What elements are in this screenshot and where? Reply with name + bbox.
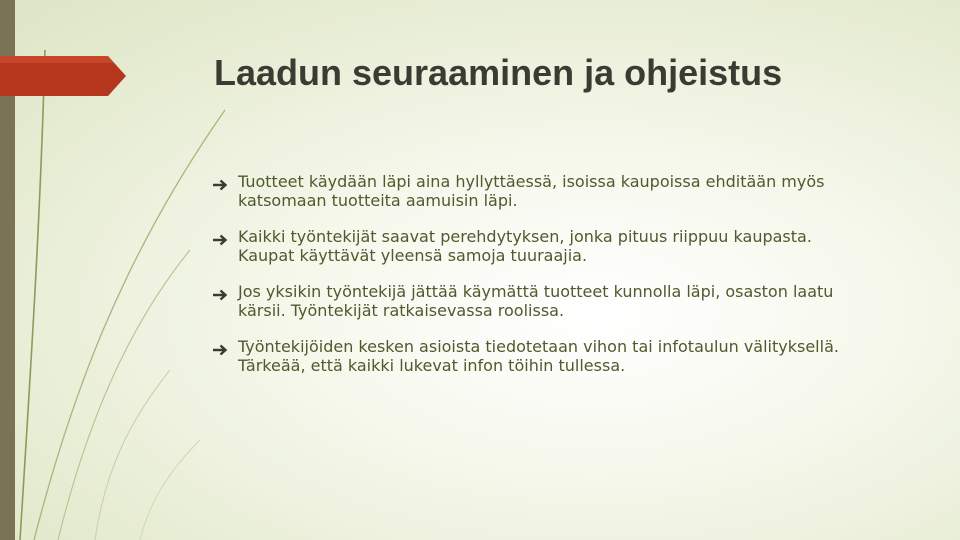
bullet-item <box>212 282 912 320</box>
red-flag-arrow <box>0 56 126 96</box>
bullet-text <box>238 282 833 320</box>
bullet-item <box>212 227 912 265</box>
right-arrow-icon <box>212 282 238 305</box>
bullet-line: Työntekijöiden kesken asioista tiedotetaan vihon tai infotaulun välityksellä. <box>238 337 839 356</box>
bullet-line: katsomaan tuotteita aamuisin läpi. <box>238 191 518 210</box>
bullet-line: Jos yksikin työntekijä jättää käymättä tuotteet kunnolla läpi, osaston laatu <box>238 282 834 301</box>
bullet-line: Kaikki työntekijät saavat perehdytyksen, jonka pituus riippuu kaupasta. <box>238 227 812 246</box>
bullet-item <box>212 172 912 210</box>
bullet-line: kärsii. Työntekijät ratkaisevassa roolissa. <box>238 301 565 320</box>
bullet-text <box>238 227 812 265</box>
bullet-line: Tuotteet käydään läpi aina hyllyttäessä, isoissa kaupoissa ehditään myös <box>238 172 825 191</box>
bullet-list <box>212 172 912 392</box>
right-arrow-icon <box>212 172 238 195</box>
slide-title: Laadun seuraaminen ja ohjeistus <box>214 52 783 93</box>
right-arrow-icon <box>212 337 238 360</box>
right-arrow-icon <box>212 227 238 250</box>
bullet-text <box>238 337 839 375</box>
bullet-text <box>238 172 824 210</box>
bullet-line: Tärkeää, että kaikki lukevat infon töihin tullessa. <box>238 356 626 375</box>
bullet-item <box>212 337 912 375</box>
bullet-line: Kaupat käyttävät yleensä samoja tuuraajia. <box>238 246 588 265</box>
